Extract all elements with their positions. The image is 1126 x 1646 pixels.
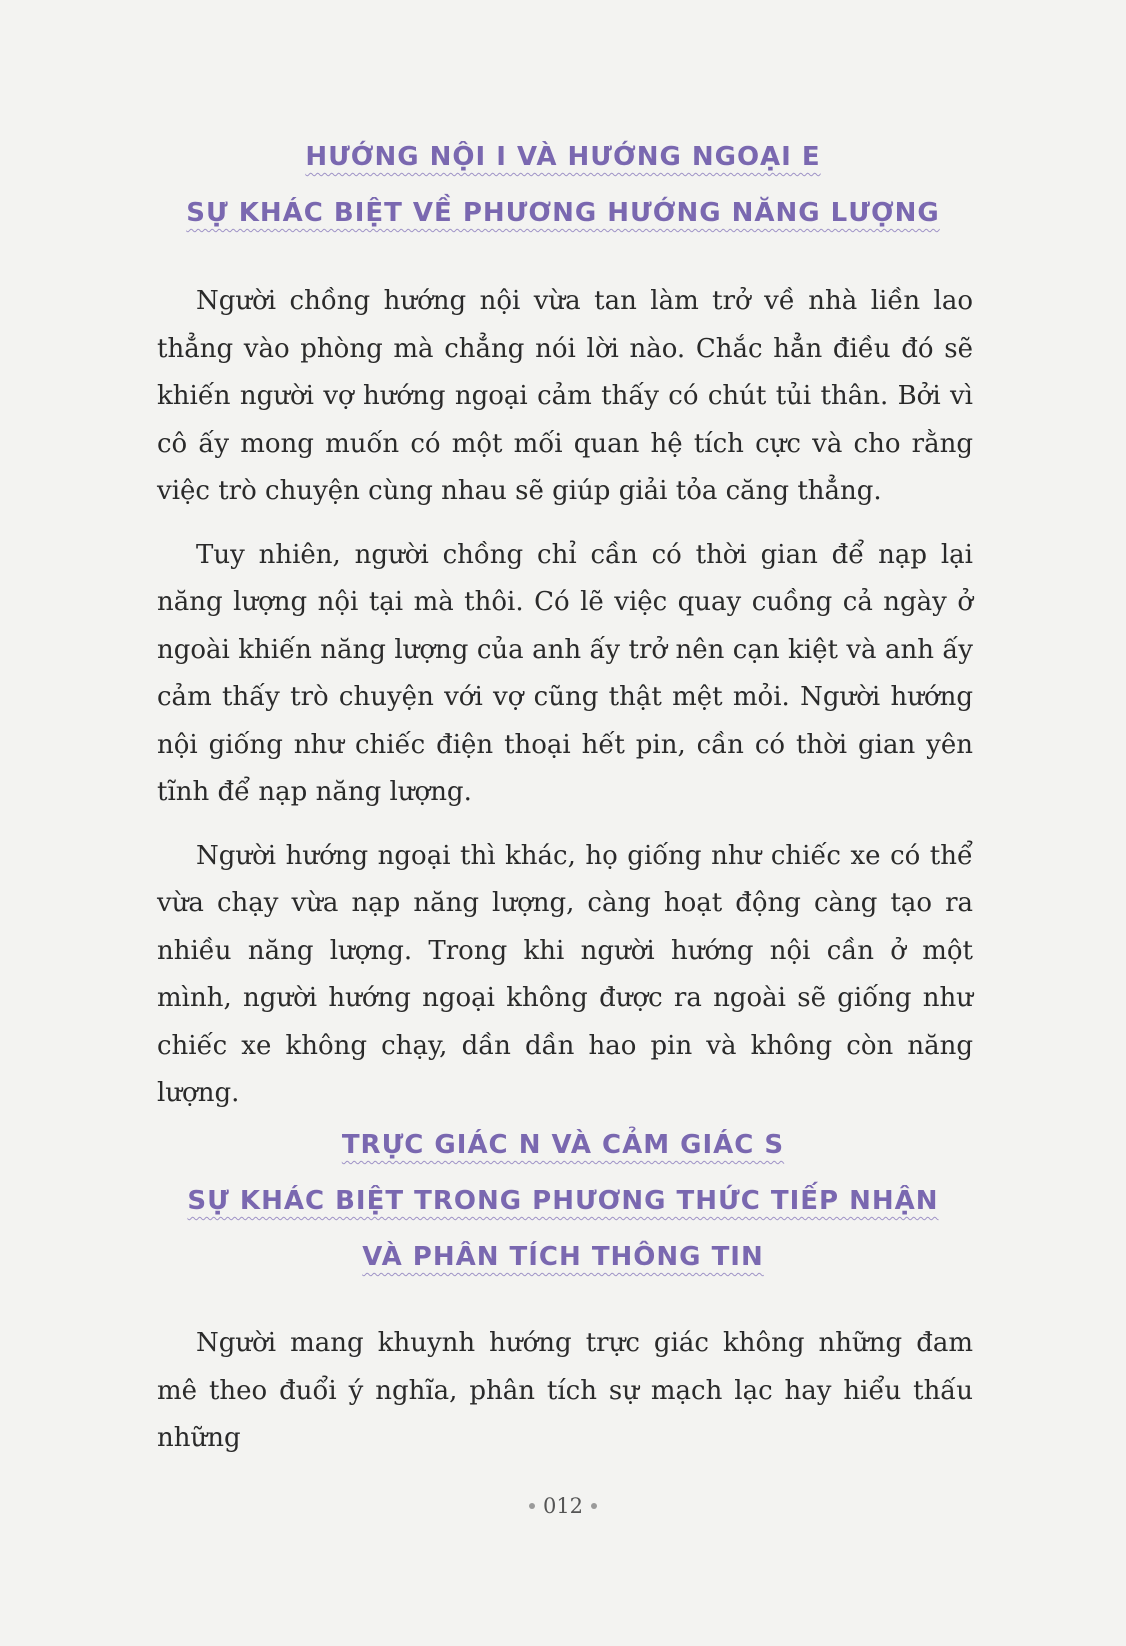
paragraph: Tuy nhiên, người chồng chỉ cần có thời gian để nạp lại năng lượng nội tại mà thôi. Có lẽ việc quay cuồng cả ngày ở ngoài khiến năng lượng của anh ấy trở nên cạn kiệt và anh ấy cảm thấy trò chuyện với vợ cũng thật mệt mỏi. Người hướng nội giống như chiếc điện thoại hết pin, cần có thời gian yên tĩnh để nạp năng lượng. bbox=[157, 539, 973, 807]
heading-line-1: TRỰC GIÁC N VÀ CẢM GIÁC S bbox=[341, 1130, 785, 1160]
page-number bbox=[0, 1494, 1126, 1518]
section-heading-intuition-sensing bbox=[0, 1120, 1126, 1288]
heading-line-1: HƯỚNG NỘI I VÀ HƯỚNG NGOẠI E bbox=[305, 142, 821, 172]
paragraph: Người mang khuynh hướng trực giác không những đam mê theo đuổi ý nghĩa, phân tích sự mạch lạc hay hiểu thấu những bbox=[157, 1328, 973, 1453]
section-body-intuition-sensing bbox=[157, 1320, 973, 1479]
heading-line-3: VÀ PHÂN TÍCH THÔNG TIN bbox=[362, 1242, 764, 1272]
bullet-dot-icon bbox=[591, 1503, 597, 1509]
section-body-introversion-extraversion bbox=[157, 278, 973, 1134]
heading-line-2: SỰ KHÁC BIỆT TRONG PHƯƠNG THỨC TIẾP NHẬN bbox=[187, 1186, 939, 1216]
bullet-dot-icon bbox=[529, 1503, 535, 1509]
page-number-text: 012 bbox=[542, 1494, 584, 1518]
section-heading-introversion-extraversion bbox=[0, 132, 1126, 244]
paragraph: Người hướng ngoại thì khác, họ giống như chiếc xe có thể vừa chạy vừa nạp năng lượng, càng hoạt động càng tạo ra nhiều năng lượng. Trong khi người hướng nội cần ở một mình, người hướng ngoại không được ra ngoài sẽ giống như chiếc xe không chạy, dần dần hao pin và không còn năng lượng. bbox=[157, 840, 973, 1108]
heading-line-2: SỰ KHÁC BIỆT VỀ PHƯƠNG HƯỚNG NĂNG LƯỢNG bbox=[186, 198, 940, 228]
paragraph: Người chồng hướng nội vừa tan làm trở về nhà liền lao thẳng vào phòng mà chẳng nói lời nào. Chắc hẳn điều đó sẽ khiến người vợ hướng ngoại cảm thấy có chút tủi thân. Bởi vì cô ấy mong muốn có một mối quan hệ tích cực và cho rằng việc trò chuyện cùng nhau sẽ giúp giải tỏa căng thẳng. bbox=[157, 286, 973, 506]
